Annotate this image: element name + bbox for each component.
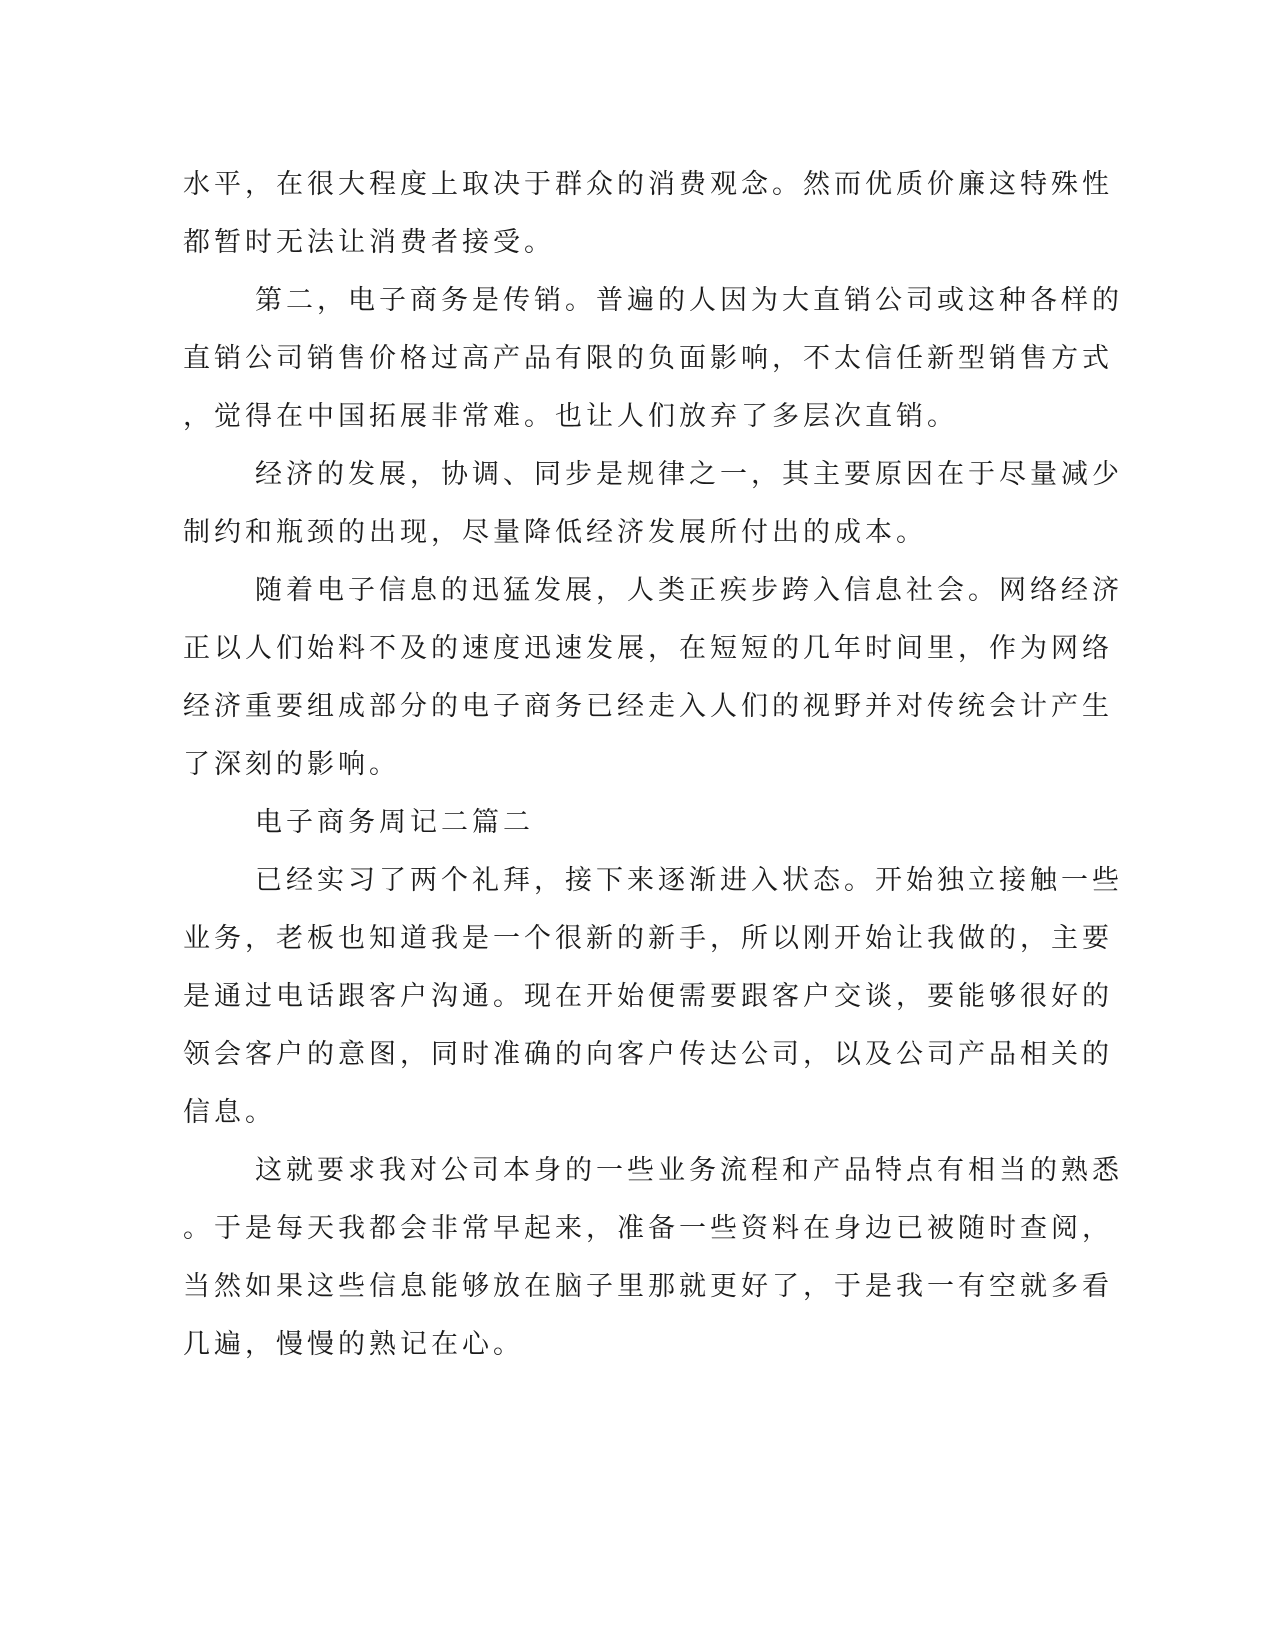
paragraph-line: 制约和瓶颈的出现，尽量降低经济发展所付出的成本。 xyxy=(183,517,927,548)
paragraph-line: 信息。 xyxy=(183,1097,276,1128)
section-heading xyxy=(183,794,1053,852)
paragraph-line: 随着电子信息的迅猛发展，人类正疾步跨入信息社会。网络经济 xyxy=(255,575,1123,606)
paragraph-line: 几遍，慢慢的熟记在心。 xyxy=(183,1329,524,1360)
paragraph-7 xyxy=(183,1142,1123,1374)
paragraph-line: 是通过电话跟客户沟通。现在开始便需要跟客户交谈，要能够很好的 xyxy=(183,981,1113,1012)
paragraph-line: 领会客户的意图，同时准确的向客户传达公司，以及公司产品相关的 xyxy=(183,1039,1113,1070)
paragraph-4 xyxy=(183,562,1123,794)
paragraph-line: 经济的发展，协调、同步是规律之一，其主要原因在于尽量减少 xyxy=(255,459,1123,490)
paragraph-line: 经济重要组成部分的电子商务已经走入人们的视野并对传统会计产生 xyxy=(183,691,1113,722)
document-body xyxy=(183,156,1123,1374)
paragraph-line: 已经实习了两个礼拜，接下来逐渐进入状态。开始独立接触一些 xyxy=(255,865,1123,896)
paragraph-2 xyxy=(183,272,1123,446)
paragraph-line: 直销公司销售价格过高产品有限的负面影响，不太信任新型销售方式 xyxy=(183,343,1113,374)
paragraph-line: 正以人们始料不及的速度迅速发展，在短短的几年时间里，作为网络 xyxy=(183,633,1113,664)
paragraph-line: 当然如果这些信息能够放在脑子里那就更好了，于是我一有空就多看 xyxy=(183,1271,1113,1302)
paragraph-line: 业务，老板也知道我是一个很新的新手，所以刚开始让我做的，主要 xyxy=(183,923,1113,954)
paragraph-line: ，觉得在中国拓展非常难。也让人们放弃了多层次直销。 xyxy=(183,401,958,432)
paragraph-line: 这就要求我对公司本身的一些业务流程和产品特点有相当的熟悉 xyxy=(255,1155,1123,1186)
paragraph-6 xyxy=(183,852,1123,1142)
section-heading-text: 电子商务周记二篇二 xyxy=(255,807,534,838)
paragraph-line: 第二，电子商务是传销。普遍的人因为大直销公司或这种各样的 xyxy=(255,285,1123,316)
paragraph-line: 了深刻的影响。 xyxy=(183,749,400,780)
paragraph-line: 都暂时无法让消费者接受。 xyxy=(183,227,555,258)
paragraph-line: 。于是每天我都会非常早起来，准备一些资料在身边已被随时查阅， xyxy=(183,1213,1113,1244)
paragraph-line: 水平，在很大程度上取决于群众的消费观念。然而优质价廉这特殊性 xyxy=(183,169,1113,200)
paragraph-1 xyxy=(183,156,1113,272)
paragraph-3 xyxy=(183,446,1123,562)
